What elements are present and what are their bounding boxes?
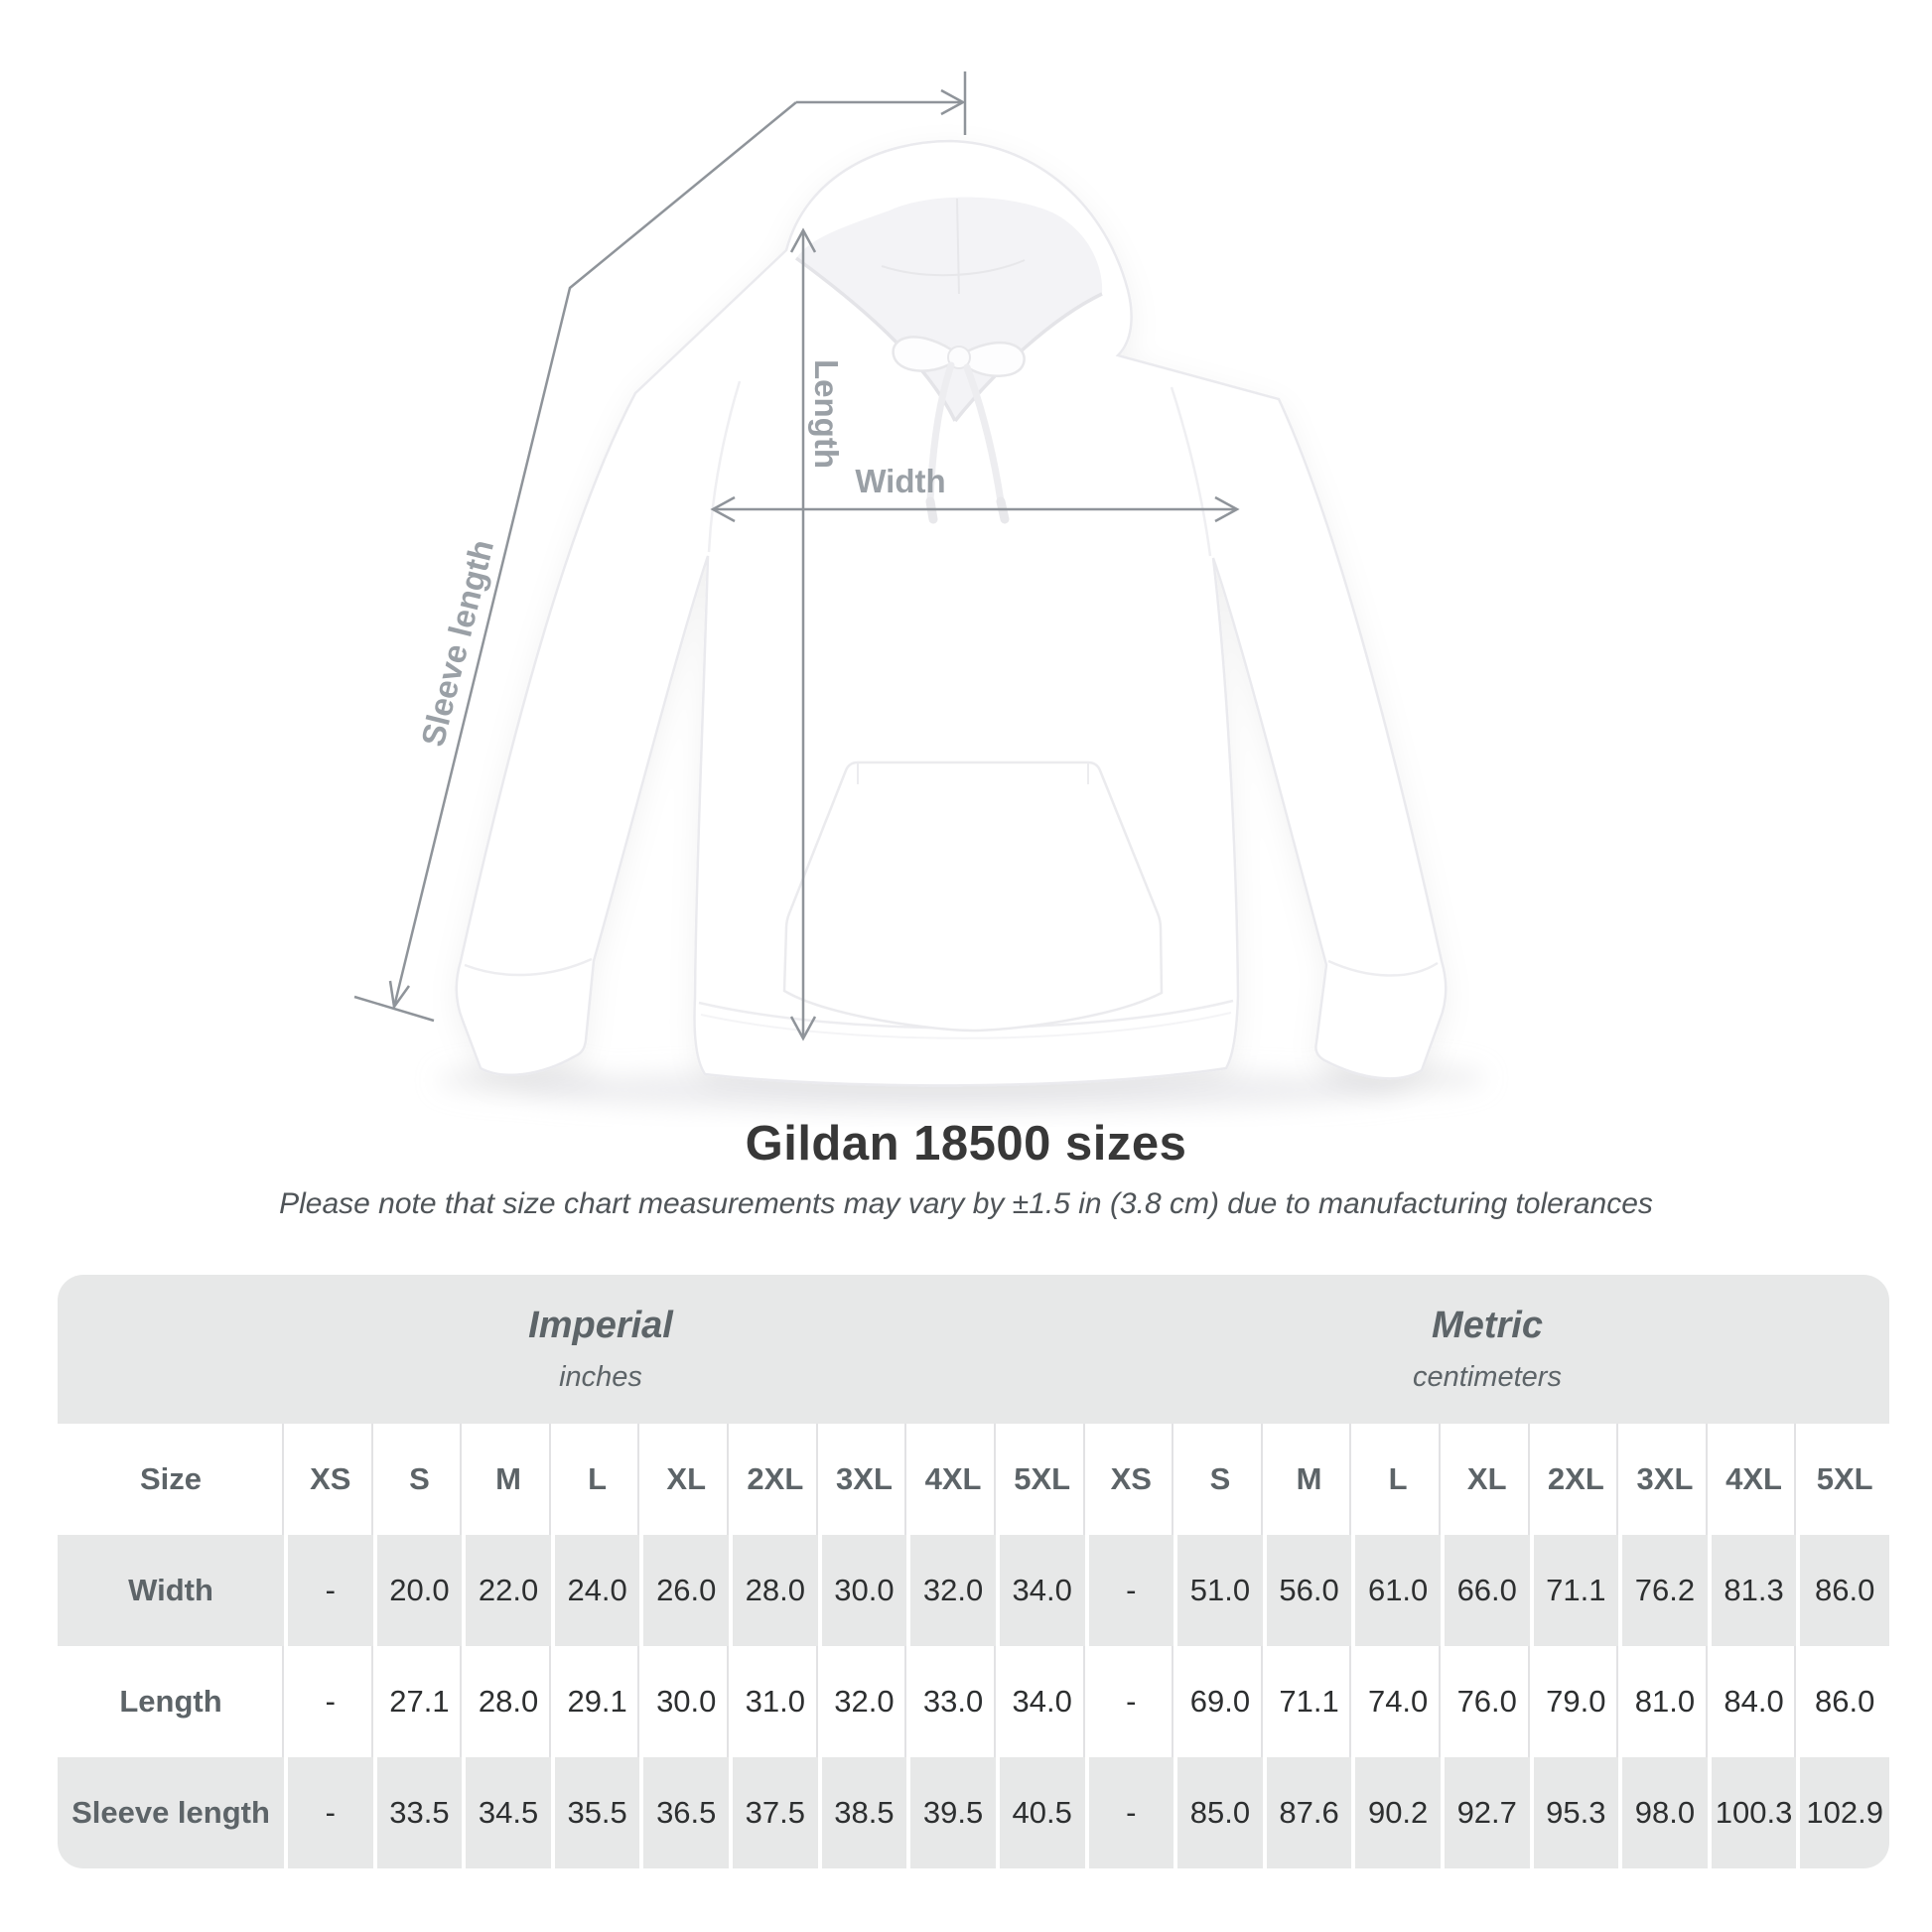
size-col-header: 5XL: [1000, 1424, 1089, 1535]
imperial-header: [528, 1275, 673, 1424]
table-cell: 90.2: [1355, 1757, 1445, 1868]
table-cell: 20.0: [377, 1535, 467, 1646]
table-cell: 102.9: [1800, 1757, 1889, 1868]
size-col-header: S: [377, 1424, 467, 1535]
size-table: [58, 1275, 1889, 1868]
table-cell: 28.0: [733, 1535, 822, 1646]
imperial-unit: inches: [559, 1361, 642, 1393]
size-col-header: XS: [288, 1424, 377, 1535]
table-cell: 86.0: [1800, 1535, 1889, 1646]
table-cell: 35.5: [555, 1757, 644, 1868]
table-cell: 61.0: [1355, 1535, 1445, 1646]
table-cell: 40.5: [1000, 1757, 1089, 1868]
size-col-header: M: [466, 1424, 555, 1535]
table-cell: -: [1089, 1646, 1178, 1757]
table-cell: 33.5: [377, 1757, 467, 1868]
table-cell: 92.7: [1445, 1757, 1534, 1868]
table-cell: 95.3: [1534, 1757, 1623, 1868]
table-cell: 79.0: [1534, 1646, 1623, 1757]
table-row-sizes: [58, 1424, 1889, 1535]
table-cell: 81.3: [1712, 1535, 1801, 1646]
kangaroo-pocket: [784, 762, 1162, 1031]
table-cell: -: [288, 1757, 377, 1868]
table-unit-header: [58, 1275, 1889, 1424]
table-cell: 71.1: [1534, 1535, 1623, 1646]
table-row-width: [58, 1535, 1889, 1646]
table-row-sleeve-length: [58, 1757, 1889, 1868]
table-cell: 27.1: [377, 1646, 467, 1757]
table-cell: 76.0: [1445, 1646, 1534, 1757]
table-cell: 32.0: [910, 1535, 1000, 1646]
table-cell: 32.0: [822, 1646, 911, 1757]
table-cell: 74.0: [1355, 1646, 1445, 1757]
table-cell: 33.0: [910, 1646, 1000, 1757]
metric-unit: centimeters: [1413, 1361, 1562, 1393]
table-cell: -: [1089, 1757, 1178, 1868]
size-col-header: 3XL: [1622, 1424, 1712, 1535]
row-label: Width: [58, 1535, 288, 1646]
hoodie-image: [457, 141, 1447, 1085]
table-cell: -: [1089, 1535, 1178, 1646]
sleeve-length-label: Sleeve length: [413, 535, 501, 751]
table-cell: 29.1: [555, 1646, 644, 1757]
row-label: Sleeve length: [58, 1757, 288, 1868]
table-cell: 56.0: [1267, 1535, 1356, 1646]
table-cell: 69.0: [1177, 1646, 1267, 1757]
table-row-length: [58, 1646, 1889, 1757]
table-cell: 51.0: [1177, 1535, 1267, 1646]
table-cell: 31.0: [733, 1646, 822, 1757]
length-label: Length: [808, 359, 845, 469]
metric-header: [1413, 1275, 1562, 1424]
table-cell: 100.3: [1712, 1757, 1801, 1868]
table-cell: 84.0: [1712, 1646, 1801, 1757]
table-cell: -: [288, 1535, 377, 1646]
page-subtitle: Please note that size chart measurements may vary by ±1.5 in (3.8 cm) due to manufacturing tolerances: [279, 1187, 1653, 1220]
table-cell: 34.5: [466, 1757, 555, 1868]
table-cell: 76.2: [1622, 1535, 1712, 1646]
table-cell: -: [288, 1646, 377, 1757]
size-col-header: 2XL: [1534, 1424, 1623, 1535]
size-col-header: 2XL: [733, 1424, 822, 1535]
table-cell: 85.0: [1177, 1757, 1267, 1868]
table-cell: 71.1: [1267, 1646, 1356, 1757]
size-col-header: S: [1177, 1424, 1267, 1535]
size-col-header: L: [555, 1424, 644, 1535]
table-cell: 37.5: [733, 1757, 822, 1868]
size-col-header: L: [1355, 1424, 1445, 1535]
table-cell: 24.0: [555, 1535, 644, 1646]
size-col-header: 4XL: [1712, 1424, 1801, 1535]
table-cell: 34.0: [1000, 1535, 1089, 1646]
table-cell: 22.0: [466, 1535, 555, 1646]
table-cell: 39.5: [910, 1757, 1000, 1868]
size-col-header: XS: [1089, 1424, 1178, 1535]
table-cell: 34.0: [1000, 1646, 1089, 1757]
imperial-label: Imperial: [528, 1305, 673, 1346]
table-cell: 30.0: [643, 1646, 733, 1757]
table-cell: 87.6: [1267, 1757, 1356, 1868]
size-col-header: 3XL: [822, 1424, 911, 1535]
size-header-cell: Size: [58, 1424, 288, 1535]
table-cell: 38.5: [822, 1757, 911, 1868]
table-cell: 66.0: [1445, 1535, 1534, 1646]
size-col-header: XL: [1445, 1424, 1534, 1535]
table-cell: 81.0: [1622, 1646, 1712, 1757]
table-cell: 98.0: [1622, 1757, 1712, 1868]
width-label: Width: [855, 463, 946, 499]
table-cell: 28.0: [466, 1646, 555, 1757]
table-cell: 36.5: [643, 1757, 733, 1868]
table-cell: 26.0: [643, 1535, 733, 1646]
size-col-header: 5XL: [1816, 1461, 1873, 1496]
table-cell: 30.0: [822, 1535, 911, 1646]
size-col-header: XL: [643, 1424, 733, 1535]
metric-label: Metric: [1432, 1305, 1543, 1346]
size-col-header: M: [1267, 1424, 1356, 1535]
page-title: Gildan 18500 sizes: [745, 1117, 1187, 1171]
size-col-header: 4XL: [910, 1424, 1000, 1535]
table-cell: 86.0: [1815, 1684, 1875, 1719]
row-label: Length: [58, 1646, 288, 1757]
